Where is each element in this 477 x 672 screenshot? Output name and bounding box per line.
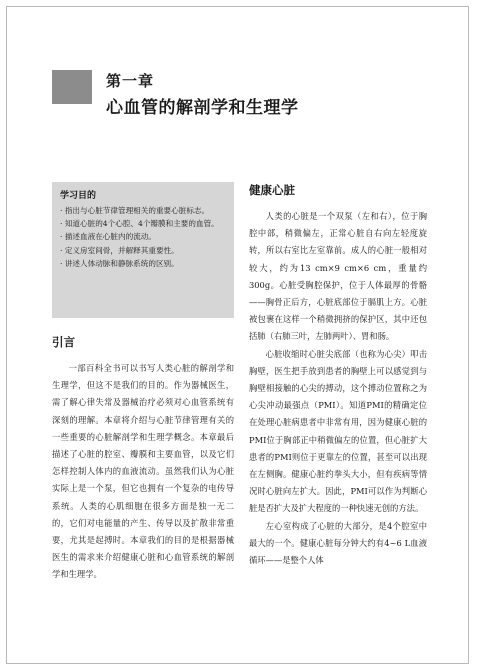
learning-goal-item: · 讲述人体动脉和静脉系统的区别。 [60, 258, 179, 268]
learning-goals-box [52, 182, 234, 318]
chapter-number: 第一章 [106, 72, 155, 90]
learning-goal-item: · 描述血液在心脏内的流动。 [60, 232, 156, 242]
healthy-heart-paragraph: 心脏收缩时心脏尖底部（也称为心尖）叩击胸壁，医生把手放到患者的胸壁上可以感觉到与胸壁相接触的心尖的搏动，这个搏动位置称之为心尖冲动最强点（PMI）。知道PMI的精确定位在处理心脏病患者中非常有用，因为健康心脏的PMI位于胸部正中稍微偏左的位置，但心脏扩大患者的PMI则位于更靠左的位置，甚至可以出现在左侧胸。健康心脏约拳头大小，但有疾病等情况时心脏向左扩大。因此，PMI可以作为判断心脏是否扩大及扩大程度的一种快速无创的方法。 [249, 348, 427, 514]
learning-goals-title: 学习目的 [60, 191, 97, 201]
learning-goal-item: · 知道心脏的4个心腔、4个瓣膜和主要的血管。 [60, 219, 219, 229]
healthy-heart-heading: 健康心脏 [249, 183, 295, 197]
healthy-heart-column [249, 208, 427, 569]
intro-column [52, 360, 234, 584]
learning-goal-item: · 指出与心脏节律管理相关的重要心脏标志。 [60, 206, 210, 215]
intro-heading: 引言 [52, 335, 75, 349]
chapter-marker-block [52, 70, 92, 104]
chapter-title: 心血管的解剖学和生理学 [106, 98, 299, 118]
healthy-heart-paragraph: 人类的心脏是一个双泵（左和右），位于胸腔中部，稍微偏左，正常心脏自右向左轻度旋转，所以右室比左室靠前。成人的心脏一般相对较大，约为13 cm×9 cm×6 cm，重量约300g。心脏受胸腔保护，位于人体最厚的骨骼——胸骨正后方，心脏底部位于膈肌上方。心脏被包裹在这样一个稍微拥挤的保护区，其中还包括肺（右肺三叶，左肺两叶）、胃和肠。 [249, 211, 427, 342]
healthy-heart-paragraph: 左心室构成了心脏的大部分，是4个腔室中最大的一个。健康心脏每分钟大约有4~6 L血液循环——是整个人体 [249, 520, 427, 566]
learning-goal-item: · 定义房室间骨，并解释其重要性。 [60, 245, 179, 255]
intro-paragraph: 一部百科全书可以书写人类心脏的解剖学和生理学，但这不是我们的目的。作为器械医生，需了解心律失常及器械治疗必须对心血管系统有深刻的理解。本章将介绍与心脏节律管理有关的一些重要的心脏解剖学和生理学概念。本章最后描述了心脏的腔室、瓣膜和主要血管，以及它们怎样控制人体内的血液流动。虽然我们认为心脏实际上是一个泵，但它也拥有一个复杂的电传导系统。人类的心肌细胞在很多方面是独一无二的，它们对电能量的产生、传导以及扩散非常重要，尤其是起搏时。本章我们的目的是根据器械医生的需求来介绍健康心脏和心血管系统的解剖学和生理学。 [52, 363, 234, 580]
